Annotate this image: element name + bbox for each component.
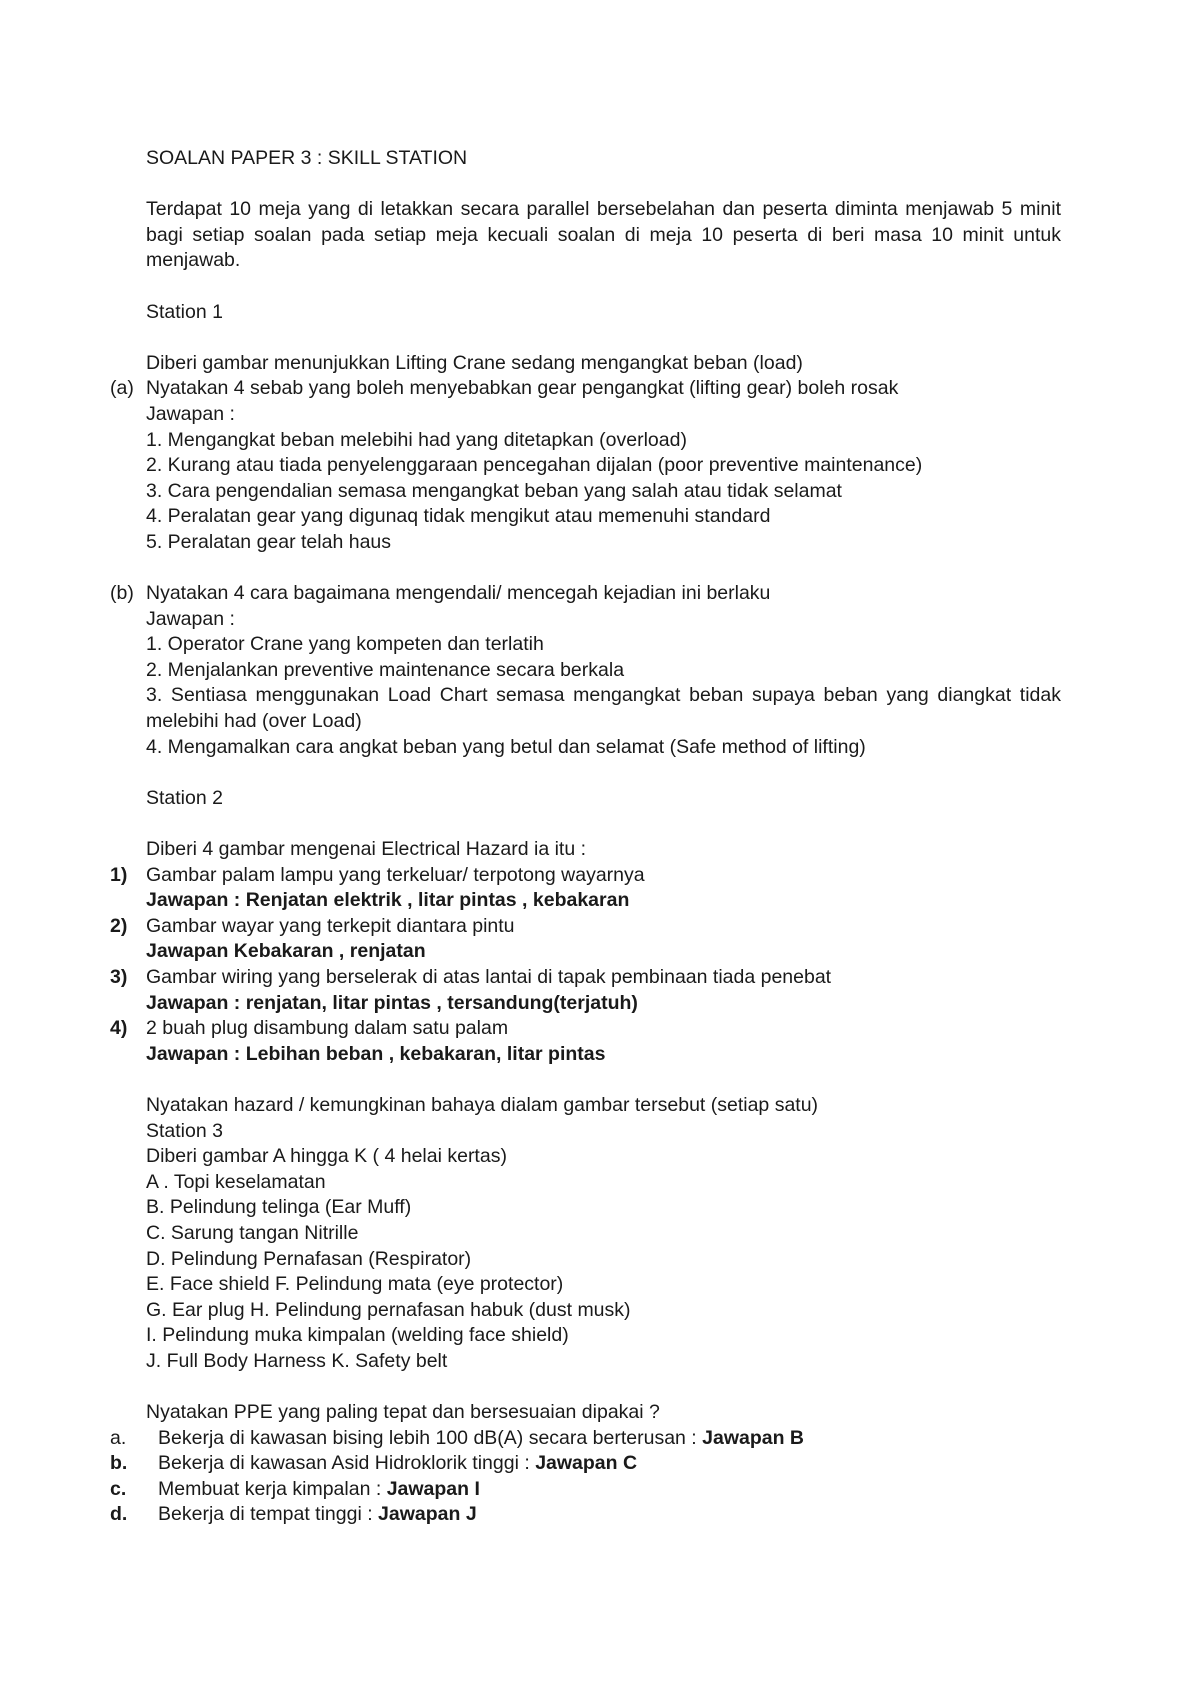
list-item: 2. Menjalankan preventive maintenance secara berkala	[146, 658, 625, 681]
answer-marker: a.	[110, 1426, 127, 1449]
document-title: SOALAN PAPER 3 : SKILL STATION	[146, 147, 468, 169]
ppe-item: A . Topi keselamatan	[146, 1170, 326, 1193]
list-item: 3. Cara pengendalian semasa mengangkat beban yang salah atau tidak selamat	[146, 479, 842, 502]
station-1-heading: Station 1	[146, 300, 223, 323]
answer-text: Bekerja di tempat tinggi :	[158, 1503, 379, 1526]
hazard-answer: Jawapan : renjatan, litar pintas , tersandung(terjatuh)	[146, 991, 638, 1014]
answer-text: Bekerja di kawasan bising lebih 100 dB(A) secara berterusan :	[158, 1426, 703, 1449]
answer-value: Jawapan I	[386, 1477, 480, 1500]
station-3-description: Diberi gambar A hingga K ( 4 helai kertas)	[146, 1145, 507, 1168]
ppe-answer-row	[110, 1477, 1061, 1503]
answer-marker: b.	[110, 1452, 128, 1475]
hazard-marker: 3)	[110, 966, 128, 988]
answer-text: Bekerja di kawasan Asid Hidroklorik tinggi :	[158, 1452, 536, 1475]
station-2-description: Diberi 4 gambar mengenai Electrical Hazard ia itu :	[146, 838, 587, 861]
hazard-marker: 2)	[110, 914, 128, 937]
hazard-answer: Jawapan : Renjatan elektrik , litar pintas , kebakaran	[146, 889, 630, 912]
question-text: Nyatakan 4 sebab yang boleh menyebabkan gear pengangkat (lifting gear) boleh rosak	[146, 377, 899, 400]
ppe-item: C. Sarung tangan Nitrille	[146, 1221, 359, 1244]
hazard-text: Gambar wiring yang berselerak di atas lantai di tapak pembinaan tiada penebat	[146, 966, 832, 988]
list-item: 3. Sentiasa menggunakan Load Chart semasa mengangkat beban supaya beban yang diangkat tidak melebihi had (over Load)	[146, 684, 1061, 733]
ppe-answer-row	[110, 1451, 1061, 1477]
hazard-item	[110, 863, 1061, 914]
list-item: 1. Operator Crane yang kompeten dan terlatih	[146, 633, 544, 656]
hazard-item	[110, 1016, 1061, 1067]
ppe-item: G. Ear plug H. Pelindung pernafasan habuk (dust musk)	[146, 1298, 631, 1321]
station-3-heading: Station 3	[146, 1119, 223, 1142]
ppe-item: I. Pelindung muka kimpalan (welding face shield)	[146, 1324, 569, 1347]
question-b	[110, 581, 1061, 607]
question-text: Nyatakan 4 cara bagaimana mengendali/ mencegah kejadian ini berlaku	[146, 582, 771, 605]
list-item: 4. Mengamalkan cara angkat beban yang betul dan selamat (Safe method of lifting)	[146, 735, 866, 758]
station-1-description: Diberi gambar menunjukkan Lifting Crane sedang mengangkat beban (load)	[146, 351, 803, 374]
answer-value: Jawapan B	[702, 1426, 805, 1449]
ppe-answer-row	[110, 1502, 1061, 1528]
hazard-text: 2 buah plug disambung dalam satu palam	[146, 1017, 509, 1040]
hazard-item	[110, 914, 1061, 965]
answer-marker: c.	[110, 1477, 127, 1500]
question-marker: (a)	[110, 377, 134, 400]
ppe-item: J. Full Body Harness K. Safety belt	[146, 1349, 448, 1372]
hazard-answer: Jawapan : Lebihan beban , kebakaran, litar pintas	[146, 1042, 606, 1065]
ppe-answer-row	[110, 1426, 1061, 1452]
list-item: 2. Kurang atau tiada penyelenggaraan pencegahan dijalan (poor preventive maintenance)	[146, 454, 923, 477]
ppe-question: Nyatakan PPE yang paling tepat dan bersesuaian dipakai ?	[146, 1401, 660, 1424]
answer-value: Jawapan J	[378, 1503, 477, 1526]
hazard-text: Gambar wayar yang terkepit diantara pintu	[146, 914, 515, 937]
ppe-item: B. Pelindung telinga (Ear Muff)	[146, 1196, 412, 1219]
ppe-item: D. Pelindung Pernafasan (Respirator)	[146, 1247, 472, 1270]
answer-label: Jawapan :	[146, 402, 235, 425]
list-item: 1. Mengangkat beban melebihi had yang ditetapkan (overload)	[146, 428, 687, 451]
question-a	[110, 376, 1061, 402]
ppe-item: E. Face shield F. Pelindung mata (eye protector)	[146, 1273, 564, 1296]
hazard-marker: 4)	[110, 1017, 128, 1040]
list-item: 4. Peralatan gear yang digunaq tidak mengikut atau memenuhi standard	[146, 505, 771, 528]
hazard-marker: 1)	[110, 863, 128, 886]
station-2-heading: Station 2	[146, 786, 223, 809]
answer-marker: d.	[110, 1503, 128, 1526]
hazard-text: Gambar palam lampu yang terkeluar/ terpotong wayarnya	[146, 863, 645, 886]
document-content	[110, 146, 1061, 1528]
list-item: 5. Peralatan gear telah haus	[146, 530, 392, 553]
hazard-answer: Jawapan Kebakaran , renjatan	[146, 940, 426, 963]
hazard-item	[110, 965, 1061, 1016]
answer-value: Jawapan C	[535, 1452, 638, 1475]
question-marker: (b)	[110, 582, 134, 605]
intro-paragraph: Terdapat 10 meja yang di letakkan secara parallel bersebelahan dan peserta diminta menjawab 5 minit bagi setiap soalan pada setiap meja kecuali soalan di meja 10 peserta di beri masa 10 minit untuk menjawab.	[146, 198, 1061, 272]
station-2-note: Nyatakan hazard / kemungkinan bahaya dialam gambar tersebut (setiap satu)	[146, 1093, 819, 1116]
answer-text: Membuat kerja kimpalan :	[158, 1477, 387, 1500]
answer-label: Jawapan :	[146, 607, 235, 630]
